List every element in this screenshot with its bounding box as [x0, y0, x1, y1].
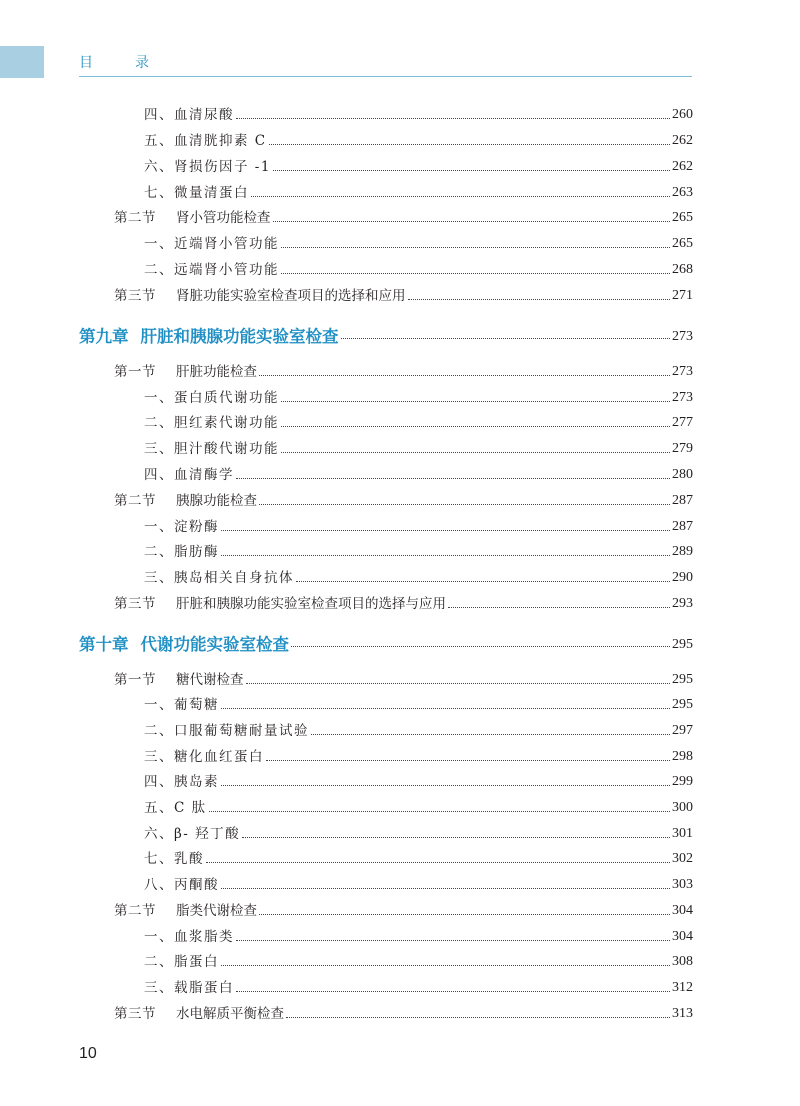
- toc-page-number: 271: [672, 288, 693, 303]
- toc-page-number: 287: [672, 493, 693, 508]
- leader-dots: [209, 811, 670, 812]
- leader-dots: [281, 452, 670, 453]
- toc-item[interactable]: [144, 565, 693, 587]
- leader-dots: [341, 338, 671, 339]
- toc-section-title: 胰腺功能检查: [176, 493, 257, 509]
- leader-dots: [221, 555, 670, 556]
- header-corner-block: [0, 46, 44, 78]
- leader-dots: [311, 734, 670, 735]
- toc-item[interactable]: [144, 718, 693, 740]
- toc-page-number: 273: [672, 364, 693, 379]
- leader-dots: [296, 581, 670, 582]
- toc-item[interactable]: [144, 231, 693, 253]
- toc-section-number: 第一节: [114, 672, 156, 688]
- toc-item[interactable]: [144, 924, 693, 946]
- toc-page-number: 304: [672, 929, 693, 944]
- toc-chapter[interactable]: [79, 628, 693, 654]
- leader-dots: [259, 375, 670, 376]
- toc-item[interactable]: [144, 257, 693, 279]
- toc-page-number: 277: [672, 415, 693, 430]
- toc-item-label: 七、微量清蛋白: [144, 185, 249, 201]
- toc-item[interactable]: [144, 514, 693, 536]
- toc-item[interactable]: [144, 975, 693, 997]
- toc-page-number: 308: [672, 954, 693, 969]
- leader-dots: [242, 837, 670, 838]
- toc-item[interactable]: [144, 769, 693, 791]
- toc-item-label: 二、远端肾小管功能: [144, 262, 279, 278]
- toc-section-number: 第二节: [114, 210, 156, 226]
- toc-section-number: 第三节: [114, 1006, 156, 1022]
- toc-page-number: 293: [672, 596, 693, 611]
- toc-section[interactable]: [114, 205, 693, 227]
- toc-item[interactable]: [144, 180, 693, 202]
- toc-chapter-title: 肝脏和胰腺功能实验室检查: [140, 327, 339, 346]
- toc-section-number: 第二节: [114, 903, 156, 919]
- toc-item[interactable]: [144, 539, 693, 561]
- toc-item-label: 二、脂蛋白: [144, 954, 219, 970]
- toc-section-title: 肝脏功能检查: [176, 364, 257, 380]
- toc-item-label: 四、血清尿酸: [144, 107, 234, 123]
- toc-item[interactable]: [144, 795, 693, 817]
- leader-dots: [448, 607, 670, 608]
- toc-section-number: 第三节: [114, 596, 156, 612]
- toc-section-title: 肾小管功能检查: [176, 210, 271, 226]
- toc-section-number: 第三节: [114, 288, 156, 304]
- leader-dots: [281, 426, 670, 427]
- leader-dots: [269, 144, 670, 145]
- toc-page-number: 303: [672, 877, 693, 892]
- toc-section[interactable]: [114, 667, 693, 689]
- toc-section-number: 第一节: [114, 364, 156, 380]
- toc-page-number: 262: [672, 133, 693, 148]
- toc-item[interactable]: [144, 692, 693, 714]
- toc-section-title: 肾脏功能实验室检查项目的选择和应用: [176, 288, 406, 304]
- toc-section[interactable]: [114, 898, 693, 920]
- toc-section-number: 第二节: [114, 493, 156, 509]
- toc-page-number: 295: [672, 697, 693, 712]
- toc-item-label: 六、β- 羟丁酸: [144, 826, 241, 842]
- toc-page-number: 279: [672, 441, 693, 456]
- toc-item[interactable]: [144, 385, 693, 407]
- leader-dots: [236, 478, 670, 479]
- toc-item-label: 二、胆红素代谢功能: [144, 415, 279, 431]
- toc-section-title: 水电解质平衡检查: [176, 1006, 284, 1022]
- leader-dots: [286, 1017, 670, 1018]
- toc-page-number: 301: [672, 826, 693, 841]
- leader-dots: [259, 504, 670, 505]
- footer-page-number: 10: [79, 1045, 97, 1062]
- toc-item[interactable]: [144, 462, 693, 484]
- toc-page-number: 260: [672, 107, 693, 122]
- toc-chapter-number: 第十章: [79, 635, 129, 654]
- toc-item[interactable]: [144, 436, 693, 458]
- toc-page-number: 295: [672, 672, 693, 687]
- toc-page-number: 262: [672, 159, 693, 174]
- toc-page-number: 265: [672, 236, 693, 251]
- toc-section-title: 脂类代谢检查: [176, 903, 257, 919]
- toc-item-label: 三、载脂蛋白: [144, 980, 234, 996]
- toc-item-label: 四、血清酶学: [144, 467, 234, 483]
- toc-chapter-title: 代谢功能实验室检查: [140, 635, 289, 654]
- toc-item-label: 一、蛋白质代谢功能: [144, 390, 279, 406]
- leader-dots: [221, 530, 670, 531]
- toc-page-number: 287: [672, 519, 693, 534]
- toc-section[interactable]: [114, 283, 693, 305]
- page-header-title: 目 录: [79, 55, 163, 71]
- toc-page-number: 298: [672, 749, 693, 764]
- toc-item-label: 二、口服葡萄糖耐量试验: [144, 723, 309, 739]
- leader-dots: [236, 118, 670, 119]
- leader-dots: [236, 940, 670, 941]
- leader-dots: [259, 914, 670, 915]
- toc-page-number: 263: [672, 185, 693, 200]
- leader-dots: [246, 683, 671, 684]
- toc-item-label: 一、葡萄糖: [144, 697, 219, 713]
- leader-dots: [236, 991, 670, 992]
- toc-item-label: 一、近端肾小管功能: [144, 236, 279, 252]
- toc-section-title: 糖代谢检查: [176, 672, 244, 688]
- leader-dots: [206, 862, 670, 863]
- leader-dots: [221, 888, 670, 889]
- toc-item[interactable]: [144, 154, 693, 176]
- toc-chapter[interactable]: [79, 320, 693, 346]
- leader-dots: [266, 760, 670, 761]
- toc-section[interactable]: [114, 359, 693, 381]
- leader-dots: [251, 196, 670, 197]
- toc-section[interactable]: [114, 1001, 693, 1023]
- leader-dots: [221, 785, 670, 786]
- toc-page-number: 313: [672, 1006, 693, 1021]
- toc-page-number: 300: [672, 800, 693, 815]
- leader-dots: [221, 708, 670, 709]
- toc-item-label: 八、丙酮酸: [144, 877, 219, 893]
- toc-item-label: 五、C 肽: [144, 800, 207, 816]
- leader-dots: [281, 247, 670, 248]
- header-divider: [79, 76, 692, 77]
- toc-item-label: 三、胰岛相关自身抗体: [144, 570, 294, 586]
- leader-dots: [221, 965, 670, 966]
- toc-item[interactable]: [144, 949, 693, 971]
- toc-page-number: 280: [672, 467, 693, 482]
- toc-section[interactable]: [114, 591, 693, 613]
- toc-item[interactable]: [144, 846, 693, 868]
- leader-dots: [273, 170, 670, 171]
- toc-page-number: 312: [672, 980, 693, 995]
- toc-page-number: 302: [672, 851, 693, 866]
- toc-section-title: 肝脏和胰腺功能实验室检查项目的选择与应用: [176, 596, 446, 612]
- toc-page-number: 265: [672, 210, 693, 225]
- toc-page-number: 273: [672, 390, 693, 405]
- toc-item[interactable]: [144, 102, 693, 124]
- leader-dots: [281, 273, 670, 274]
- toc-item-label: 三、糖化血红蛋白: [144, 749, 264, 765]
- leader-dots: [281, 401, 670, 402]
- toc-item-label: 三、胆汁酸代谢功能: [144, 441, 279, 457]
- toc-section[interactable]: [114, 488, 693, 510]
- leader-dots: [273, 221, 671, 222]
- toc-item[interactable]: [144, 872, 693, 894]
- toc-page-number: 304: [672, 903, 693, 918]
- toc-item-label: 四、胰岛素: [144, 774, 219, 790]
- toc-page-number: 273: [672, 329, 693, 344]
- toc-item[interactable]: [144, 744, 693, 766]
- toc-item[interactable]: [144, 128, 693, 150]
- toc-page-number: 299: [672, 774, 693, 789]
- toc-item-label: 六、肾损伤因子 -1: [144, 159, 271, 175]
- leader-dots: [408, 299, 671, 300]
- leader-dots: [291, 646, 670, 647]
- toc-page-number: 295: [672, 637, 693, 652]
- toc-item-label: 七、乳酸: [144, 851, 204, 867]
- toc-page-number: 297: [672, 723, 693, 738]
- toc-item[interactable]: [144, 410, 693, 432]
- toc-item-label: 五、血清胱抑素 C: [144, 133, 267, 149]
- toc-chapter-number: 第九章: [79, 327, 129, 346]
- toc-page-number: 268: [672, 262, 693, 277]
- toc-page-number: 289: [672, 544, 693, 559]
- toc-item-label: 一、淀粉酶: [144, 519, 219, 535]
- toc-item[interactable]: [144, 821, 693, 843]
- toc-item-label: 一、血浆脂类: [144, 929, 234, 945]
- toc-page-number: 290: [672, 570, 693, 585]
- toc-item-label: 二、脂肪酶: [144, 544, 219, 560]
